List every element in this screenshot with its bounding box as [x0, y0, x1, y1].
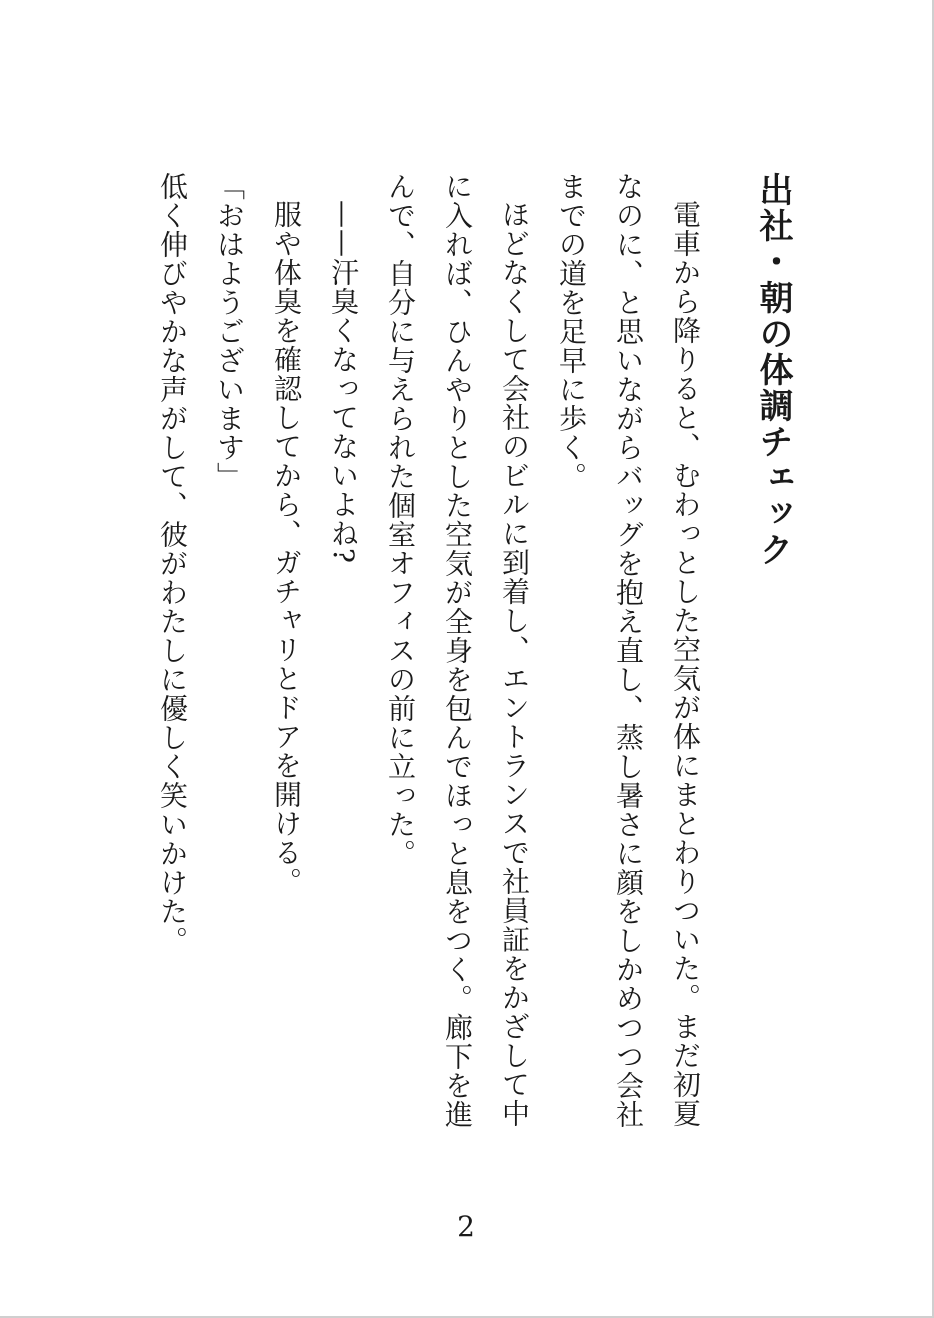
vertical-text-block: [144, 172, 802, 1132]
chapter-title: 出社・朝の体調チェック: [753, 172, 793, 568]
dialogue-line: 「おはようございます」: [213, 172, 246, 491]
paragraph-6: 低く伸びやかな声がして、彼がわたしに優しく笑いかけた。: [156, 172, 189, 955]
page-number: 2: [457, 1210, 475, 1243]
paragraph-3: ——汗臭くなってないよね?: [327, 200, 360, 565]
paragraph-1: 電車から降りると、むわっとした空気が体にまとわりついた。まだ初夏なのに、と思いながらバッグを抱え直し、蒸し暑さに顔をしかめつつ会社までの道を足早に歩く。: [555, 172, 702, 1129]
paragraph-4: 服や体臭を確認してから、ガチャリとドアを開ける。: [270, 200, 303, 896]
paragraph-2: ほどなくして会社のビルに到着し、エントランスで社員証をかざして中に入れば、ひんやりとした空気が全身を包んでほっと息をつく。廊下を進んで、自分に与えられた個室オフィスの前に立った。: [384, 172, 531, 1129]
